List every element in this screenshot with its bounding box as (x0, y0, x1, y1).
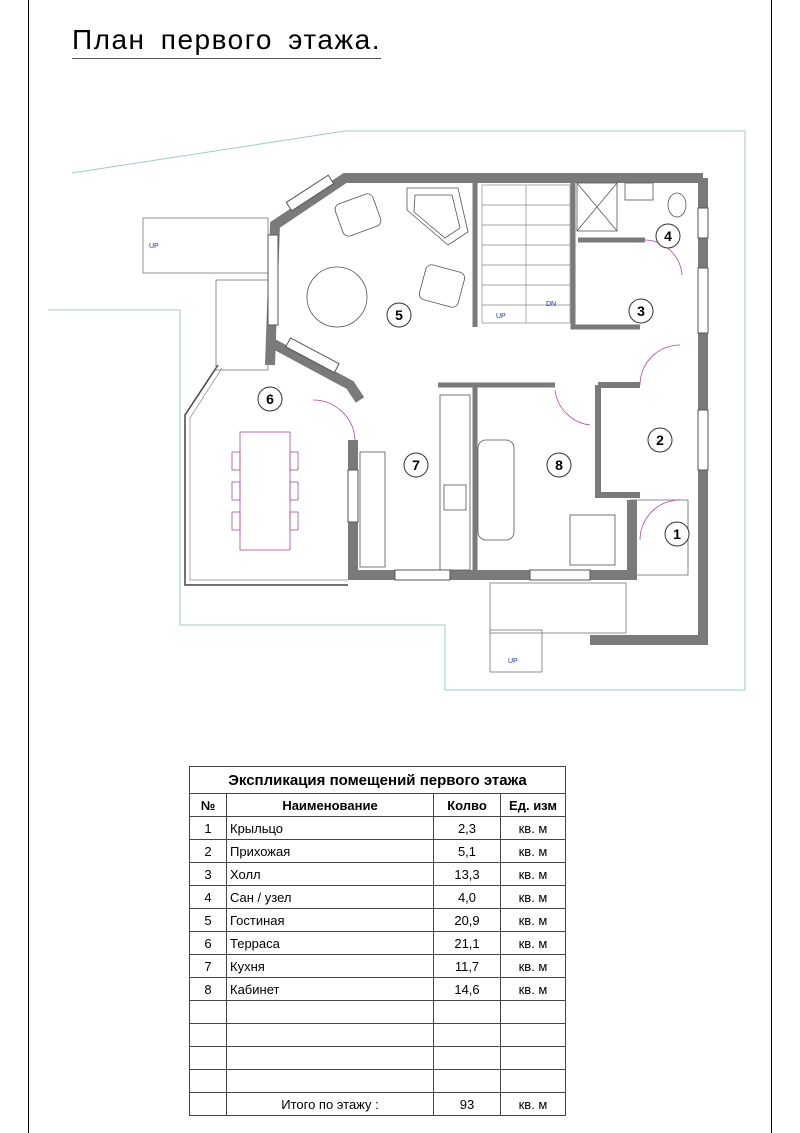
terrace-table (232, 432, 298, 550)
cell-unit: кв. м (501, 955, 566, 978)
room-number: 7 (412, 457, 420, 473)
table-row-empty (190, 1024, 566, 1047)
cell-unit: кв. м (501, 886, 566, 909)
explication-table (189, 766, 566, 1116)
cell-name: Крыльцо (227, 817, 434, 840)
cell-unit: кв. м (501, 909, 566, 932)
room-number: 1 (673, 526, 681, 542)
room-number: 8 (555, 457, 563, 473)
stair-label-up-hall: UP (496, 313, 506, 320)
study-furniture (478, 440, 615, 565)
room-marker-5 (387, 303, 411, 327)
table-row (190, 909, 566, 932)
table-row-empty (190, 1001, 566, 1024)
header-unit: Ед. изм (501, 794, 566, 817)
table-header-row (190, 794, 566, 817)
living-furniture (307, 188, 468, 327)
room-marker-1 (665, 522, 689, 546)
kitchen-fixtures (360, 395, 470, 570)
cell-qty: 5,1 (434, 840, 501, 863)
table-row (190, 932, 566, 955)
stair-label-dn-hall: DN (546, 301, 557, 308)
room-number: 3 (637, 303, 645, 319)
cell-qty: 2,3 (434, 817, 501, 840)
cell-no: 2 (190, 840, 227, 863)
terrace-stairs (143, 218, 268, 370)
table-row (190, 955, 566, 978)
room-number: 6 (266, 391, 274, 407)
site-outline (48, 131, 745, 690)
cell-no: 6 (190, 932, 227, 955)
total-label: Итого по этажу : (227, 1093, 434, 1116)
cell-qty: 11,7 (434, 955, 501, 978)
cell-name: Терраса (227, 932, 434, 955)
cell-no: 8 (190, 978, 227, 1001)
cell-name: Сан / узел (227, 886, 434, 909)
cell-no: 7 (190, 955, 227, 978)
stair-label-up-left: UP (149, 243, 159, 250)
header-name: Наименование (227, 794, 434, 817)
table-row (190, 886, 566, 909)
room-number: 5 (395, 307, 403, 323)
room-marker-3 (629, 299, 653, 323)
cell-no: 4 (190, 886, 227, 909)
cell-unit: кв. м (501, 817, 566, 840)
cell-no: 5 (190, 909, 227, 932)
cell-name: Прихожая (227, 840, 434, 863)
room-number: 2 (656, 432, 664, 448)
cell-no: 1 (190, 817, 227, 840)
header-qty: Колво (434, 794, 501, 817)
total-unit: кв. м (501, 1093, 566, 1116)
cell-unit: кв. м (501, 840, 566, 863)
cell-qty: 13,3 (434, 863, 501, 886)
stair-label-up-front: UP (508, 658, 518, 665)
table-caption: Экспликация помещений первого этажа (190, 767, 566, 794)
header-no: № (190, 794, 227, 817)
room-marker-8 (547, 453, 571, 477)
cell-name: Кабинет (227, 978, 434, 1001)
page-title: План первого этажа. (72, 24, 381, 59)
walls (270, 178, 703, 640)
cell-name: Гостиная (227, 909, 434, 932)
table-row-empty (190, 1047, 566, 1070)
table-row (190, 978, 566, 1001)
cell-unit: кв. м (501, 863, 566, 886)
interior-stair (482, 185, 570, 323)
total-qty: 93 (434, 1093, 501, 1116)
table-row (190, 863, 566, 886)
table-row (190, 840, 566, 863)
room-number: 4 (664, 228, 672, 244)
cell-qty: 4,0 (434, 886, 501, 909)
table-row (190, 817, 566, 840)
cell-name: Кухня (227, 955, 434, 978)
room-marker-4 (656, 224, 680, 248)
cell-qty: 21,1 (434, 932, 501, 955)
room-marker-6 (258, 387, 282, 411)
cell-unit: кв. м (501, 932, 566, 955)
table-row-empty (190, 1070, 566, 1093)
cell-qty: 14,6 (434, 978, 501, 1001)
cell-no: 3 (190, 863, 227, 886)
cell-qty: 20,9 (434, 909, 501, 932)
cell-unit: кв. м (501, 978, 566, 1001)
room-marker-2 (648, 428, 672, 452)
cell-name: Холл (227, 863, 434, 886)
room-marker-7 (404, 453, 428, 477)
table-total-row (190, 1093, 566, 1116)
